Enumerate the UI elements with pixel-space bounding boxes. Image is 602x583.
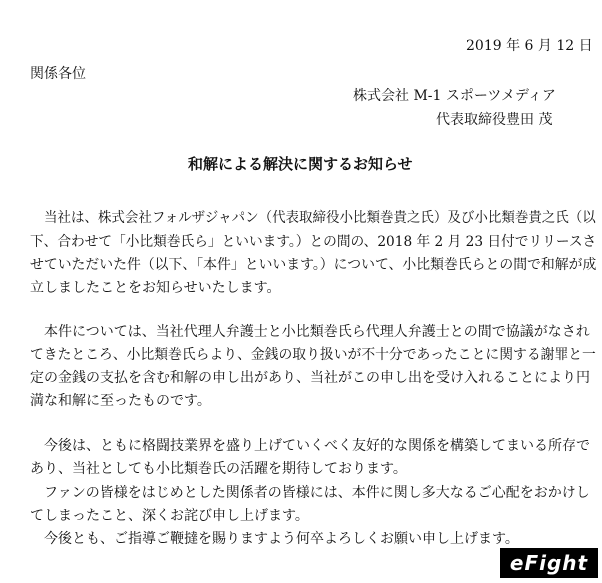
paragraph-line: 立しましたことをお知らせいたします。 [30,280,281,296]
paragraph-line: 当社は、株式会社フォルザジャパン（代表取締役小比類巻貴之氏）及び小比類巻貴之氏（以 [44,210,596,226]
paragraph-line: 下、合わせて「小比類巻氏ら」といいます。）との間の、2018 年 2 月 23 日付でリリースさ [30,234,597,250]
efight-logo [500,548,598,578]
company-name: 株式会社 M-1 スポーツメディア [353,88,556,104]
recipient: 関係各位 [30,66,86,82]
logo-text: eFight [509,551,589,575]
paragraph-line: 満な和解に至ったものです。 [30,393,211,409]
paragraph-line: 今後とも、ご指導ご鞭撻を賜りますよう何卒よろしくお願い申し上げます。 [44,531,519,547]
paragraph-line: せていただいた件（以下、「本件」といいます。）について、小比類巻氏らとの間で和解が成 [30,257,597,273]
page-title: 和解による解決に関するお知らせ [188,155,413,173]
date: 2019 年 6 月 12 日 [466,38,593,54]
paragraph-line: ファンの皆様をはじめとした関係者の皆様には、本件に関し多大なるご心配をおかけし [44,485,590,501]
paragraph-line: てきたところ、小比類巻氏らより、金銭の取り扱いが不十分であったことに関する謝罪と一 [30,347,596,363]
paragraph-line: 本件については、当社代理人弁護士と小比類巻氏ら代理人弁護士との間で協議がなされ [44,324,590,340]
paragraph-line: あり、当社としても小比類巻氏の活躍を期待しております。 [30,461,407,477]
representative: 代表取締役豊田 茂 [436,112,553,128]
paragraph-line: てしまったこと、深くお詫び申し上げます。 [30,508,309,524]
paragraph-line: 定の金銭の支払を含む和解の申し出があり、当社がこの申し出を受け入れることにより円 [30,370,590,386]
paragraph-line: 今後は、ともに格闘技業界を盛り上げていくべく友好的な関係を構築してまいる所存で [44,438,590,454]
